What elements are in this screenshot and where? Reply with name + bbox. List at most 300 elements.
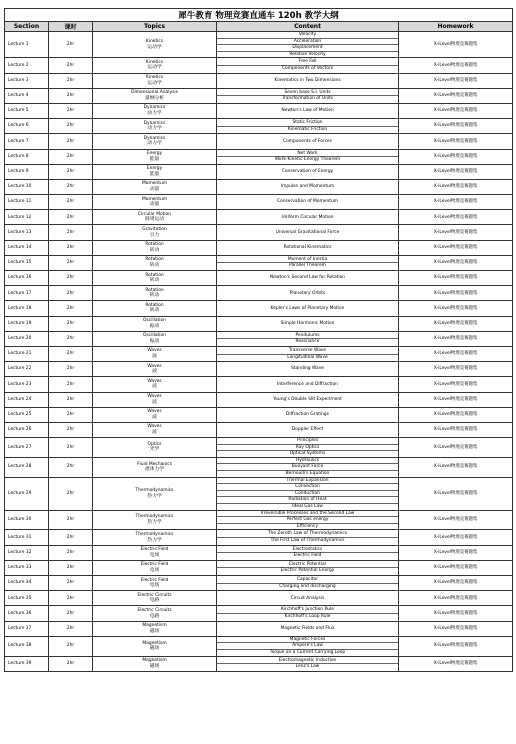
homework-cell: X-iLevel物理竞赛题集 [399, 331, 513, 346]
content-item: Parallel Theorem [217, 262, 398, 269]
section-cell: Lecture 15 [5, 255, 49, 270]
hours-cell: 2hr [49, 510, 93, 530]
topic-chinese: 热力学 [147, 537, 162, 543]
hours-cell: 2hr [49, 301, 93, 316]
hours-cell: 2hr [49, 240, 93, 255]
section-cell: Lecture 16 [5, 271, 49, 286]
content-item: Components of Vectors [217, 65, 398, 72]
topic-chinese: 波 [152, 414, 157, 420]
homework-cell: X-iLevel物理竞赛题集 [399, 134, 513, 149]
content-item: Convection [217, 483, 398, 490]
table-row [5, 331, 513, 346]
topic-cell [93, 656, 217, 671]
content-item: Efficiency [217, 523, 398, 530]
homework-cell: X-iLevel物理竞赛题集 [399, 240, 513, 255]
section-cell: Lecture 18 [5, 301, 49, 316]
topic-chinese: 波 [152, 369, 157, 375]
topic-cell [93, 606, 217, 621]
topic-english: Waves [147, 409, 162, 415]
hours-cell: 2hr [49, 210, 93, 225]
topic-cell [93, 621, 217, 636]
topic-english: Waves [147, 424, 162, 430]
content-item: Magnetic Fields and Flux [280, 625, 335, 631]
hours-cell: 2hr [49, 636, 93, 656]
section-cell: Lecture 24 [5, 392, 49, 407]
topic-cell [93, 545, 217, 560]
topic-chinese: 波 [152, 384, 157, 390]
table-row [5, 346, 513, 361]
content-item: Ray Optics [217, 444, 398, 451]
topic-cell [93, 195, 217, 210]
content-cell [217, 477, 399, 510]
topic-chinese: 电场 [149, 567, 160, 573]
content-cell [217, 164, 399, 179]
content-item: Resonance [217, 338, 398, 345]
content-cell [217, 225, 399, 240]
section-cell: Lecture 3 [5, 73, 49, 88]
hours-cell: 2hr [49, 195, 93, 210]
topic-chinese: 波 [152, 354, 157, 360]
hours-cell: 2hr [49, 331, 93, 346]
column-header-section: Section [5, 22, 49, 32]
topic-cell [93, 119, 217, 134]
section-cell: Lecture 14 [5, 240, 49, 255]
content-item: Kinematics in Two Dimensions [274, 77, 341, 83]
hours-cell: 2hr [49, 392, 93, 407]
topic-chinese: 振动 [149, 323, 160, 329]
section-cell: Lecture 5 [5, 103, 49, 118]
topic-english: Waves [147, 394, 162, 400]
content-cell [217, 576, 399, 591]
content-item: Irreversible Processes and the Second Law [260, 510, 355, 516]
homework-cell: X-iLevel物理竞赛题集 [399, 88, 513, 103]
topic-chinese: 光学 [149, 447, 160, 453]
hours-cell: 2hr [49, 316, 93, 331]
topic-chinese: 能量 [149, 171, 160, 177]
topic-english: Kinetics [145, 39, 164, 45]
topic-chinese: 波 [152, 429, 157, 435]
hours-cell: 2hr [49, 591, 93, 606]
topic-cell [93, 510, 217, 530]
content-item: Bernoulli's Equation [217, 470, 398, 477]
content-item: Kepler's Laws of Planetary Motion [270, 305, 345, 311]
topic-english: Waves [147, 363, 162, 369]
table-row [5, 119, 513, 134]
hours-cell: 2hr [49, 286, 93, 301]
content-item: Magnetic Forces [289, 636, 326, 642]
content-item: Displacement [217, 44, 398, 51]
topic-cell [93, 591, 217, 606]
section-cell: Lecture 9 [5, 164, 49, 179]
content-item: Net Work [297, 150, 318, 156]
content-item: Doppler Effect [291, 427, 324, 433]
table-row [5, 545, 513, 560]
content-cell [217, 255, 399, 270]
table-row [5, 73, 513, 88]
table-row [5, 377, 513, 392]
topic-chinese: 磁场 [149, 663, 160, 669]
column-header-content: Content [217, 22, 399, 32]
topic-english: Circular Motion [137, 211, 172, 217]
topic-chinese: 动力学 [147, 126, 162, 132]
topic-english: Oscillation [143, 333, 166, 339]
section-cell: Lecture 7 [5, 134, 49, 149]
content-cell [217, 240, 399, 255]
topic-chinese: 转动 [149, 293, 160, 299]
topic-english: Dynamics [143, 120, 166, 126]
table-row [5, 438, 513, 458]
table-row [5, 407, 513, 422]
homework-cell: X-iLevel物理竞赛题集 [399, 362, 513, 377]
content-item: Torque on a Current Carrying Loop [217, 649, 398, 656]
section-cell: Lecture 33 [5, 560, 49, 575]
topic-cell [93, 134, 217, 149]
topic-cell [93, 73, 217, 88]
topic-chinese: 电路 [149, 598, 160, 604]
topic-english: Dimensional Analysis [131, 90, 178, 96]
table-row [5, 477, 513, 510]
topic-cell [93, 377, 217, 392]
section-cell: Lecture 13 [5, 225, 49, 240]
topic-english: Magnetism [142, 640, 167, 646]
section-cell: Lecture 37 [5, 621, 49, 636]
topic-chinese: 电场 [149, 552, 160, 558]
homework-cell: X-iLevel物理竞赛题集 [399, 346, 513, 361]
content-item: Kirchhoff's Junction Rule [280, 607, 335, 613]
content-cell [217, 560, 399, 575]
content-item: Rotational Kinematics [283, 244, 332, 250]
topic-english: Momentum [141, 196, 168, 202]
table-row [5, 560, 513, 575]
homework-cell: X-iLevel物理竞赛题集 [399, 377, 513, 392]
topic-chinese: 动力学 [147, 111, 162, 117]
hours-cell: 2hr [49, 119, 93, 134]
content-item: Pendulums [295, 332, 320, 338]
table-row [5, 149, 513, 164]
content-cell [217, 286, 399, 301]
topic-english: Dynamics [143, 105, 166, 111]
content-item: Electric Potential Energy [217, 567, 398, 574]
content-item: Relative Velocity [217, 51, 398, 58]
homework-cell: X-iLevel物理竞赛题集 [399, 407, 513, 422]
topic-cell [93, 576, 217, 591]
table-row [5, 362, 513, 377]
hours-cell: 2hr [49, 271, 93, 286]
homework-cell: X-iLevel物理竞赛题集 [399, 457, 513, 477]
section-cell: Lecture 1 [5, 32, 49, 58]
content-item: Radiation of Heat [217, 496, 398, 503]
homework-cell: X-iLevel物理竞赛题集 [399, 103, 513, 118]
topic-english: Thermodynamics [135, 514, 174, 520]
content-cell [217, 422, 399, 437]
homework-cell: X-iLevel物理竞赛题集 [399, 636, 513, 656]
content-item: Electric Potential [289, 561, 326, 567]
content-cell [217, 407, 399, 422]
content-item: Buoyant Force [217, 463, 398, 470]
table-row [5, 422, 513, 437]
topic-chinese: 引力 [149, 232, 160, 238]
topic-english: Rotation [145, 242, 164, 248]
homework-cell: X-iLevel物理竞赛题集 [399, 286, 513, 301]
hours-cell: 2hr [49, 73, 93, 88]
topic-chinese: 磁场 [149, 646, 160, 652]
topic-chinese: 电场 [149, 583, 160, 589]
topic-english: Kinetics [145, 59, 164, 65]
homework-cell: X-iLevel物理竞赛题集 [399, 164, 513, 179]
content-item: Conduction [217, 490, 398, 497]
topic-chinese: 热力学 [147, 493, 162, 499]
section-cell: Lecture 34 [5, 576, 49, 591]
topic-english: Magnetism [142, 623, 167, 629]
topic-cell [93, 438, 217, 458]
hours-cell: 2hr [49, 422, 93, 437]
homework-cell: X-iLevel物理竞赛题集 [399, 621, 513, 636]
content-item: Seven base S.I. Units [284, 89, 331, 95]
topic-english: Waves [147, 348, 162, 354]
content-item: Conservation of Momentum [276, 199, 339, 205]
topic-cell [93, 636, 217, 656]
homework-cell: X-iLevel物理竞赛题集 [399, 438, 513, 458]
topic-chinese: 转动 [149, 278, 160, 284]
content-cell [217, 591, 399, 606]
content-item: The Zeroth Law of Thermodynamics [267, 531, 348, 537]
homework-cell: X-iLevel物理竞赛题集 [399, 591, 513, 606]
syllabus-body [5, 32, 513, 672]
topic-cell [93, 530, 217, 545]
table-row [5, 88, 513, 103]
homework-cell: X-iLevel物理竞赛题集 [399, 73, 513, 88]
content-cell [217, 545, 399, 560]
content-item: Circuit Analysis [290, 595, 325, 601]
column-header-hours: 课时 [49, 22, 93, 32]
table-row [5, 225, 513, 240]
homework-cell: X-iLevel物理竞赛题集 [399, 179, 513, 194]
topic-cell [93, 210, 217, 225]
topic-cell [93, 560, 217, 575]
table-row [5, 179, 513, 194]
content-item: Standing Wave [290, 366, 324, 372]
homework-cell: X-iLevel物理竞赛题集 [399, 255, 513, 270]
content-item: Static Friction [292, 120, 323, 126]
homework-cell: X-iLevel物理竞赛题集 [399, 656, 513, 671]
topic-english: Dynamics [143, 135, 166, 141]
hours-cell: 2hr [49, 32, 93, 58]
topic-chinese: 动量 [149, 186, 160, 192]
topic-english: Electric Field [140, 577, 169, 583]
topic-cell [93, 362, 217, 377]
content-item: Transverse Wave [288, 347, 327, 353]
content-cell [217, 392, 399, 407]
table-row [5, 103, 513, 118]
hours-cell: 2hr [49, 225, 93, 240]
content-item: Universal Gravitational Force [275, 229, 340, 235]
content-cell [217, 331, 399, 346]
table-row [5, 210, 513, 225]
table-row [5, 240, 513, 255]
table-row [5, 621, 513, 636]
content-cell [217, 377, 399, 392]
content-cell [217, 119, 399, 134]
homework-cell: X-iLevel物理竞赛题集 [399, 477, 513, 510]
content-item: Ampere's Law [217, 642, 398, 649]
topic-chinese: 量纲分析 [144, 95, 165, 101]
topic-english: Electric Circuits [137, 607, 172, 613]
topic-chinese: 运动学 [147, 44, 162, 50]
content-item: Conservation of Energy [281, 169, 334, 174]
topic-cell [93, 240, 217, 255]
table-row [5, 316, 513, 331]
hours-cell: 2hr [49, 164, 93, 179]
topic-english: Energy [146, 166, 163, 172]
content-cell [217, 103, 399, 118]
hours-cell: 2hr [49, 530, 93, 545]
topic-chinese: 运动学 [147, 80, 162, 86]
table-row [5, 255, 513, 270]
table-row [5, 530, 513, 545]
column-header-topics: Topics [93, 22, 217, 32]
topic-english: Optics [147, 441, 162, 447]
content-cell [217, 73, 399, 88]
table-row [5, 606, 513, 621]
topic-chinese: 动量 [149, 202, 160, 208]
topic-chinese: 转动 [149, 247, 160, 253]
homework-cell: X-iLevel物理竞赛题集 [399, 392, 513, 407]
table-row [5, 164, 513, 179]
topic-cell [93, 103, 217, 118]
section-cell: Lecture 36 [5, 606, 49, 621]
section-cell: Lecture 30 [5, 510, 49, 530]
homework-cell: X-iLevel物理竞赛题集 [399, 149, 513, 164]
content-item: Charging and discharging [217, 583, 398, 590]
hours-cell: 2hr [49, 457, 93, 477]
hours-cell: 2hr [49, 621, 93, 636]
content-item: Work-Kinetic Energy Theorem [217, 156, 398, 163]
table-row [5, 32, 513, 58]
topic-english: Rotation [145, 257, 164, 263]
content-item: Perfect Gas energy [217, 516, 398, 523]
section-cell: Lecture 11 [5, 195, 49, 210]
hours-cell: 2hr [49, 255, 93, 270]
topic-chinese: 转动 [149, 262, 160, 268]
topic-cell [93, 88, 217, 103]
topic-cell [93, 407, 217, 422]
topic-chinese: 振动 [149, 338, 160, 344]
topic-cell [93, 301, 217, 316]
topic-cell [93, 179, 217, 194]
content-cell [217, 88, 399, 103]
table-row [5, 392, 513, 407]
content-item: Newton's Law of Motion [281, 108, 334, 114]
content-item: Electric Field [217, 552, 398, 559]
topic-english: Gravitation [142, 226, 167, 232]
section-cell: Lecture 39 [5, 656, 49, 671]
topic-cell [93, 286, 217, 301]
topic-cell [93, 331, 217, 346]
topic-cell [93, 271, 217, 286]
topic-english: Electric Circuits [137, 592, 172, 598]
topic-english: Thermodynamics [135, 531, 174, 537]
content-cell [217, 210, 399, 225]
hours-cell: 2hr [49, 606, 93, 621]
topic-cell [93, 316, 217, 331]
section-cell: Lecture 4 [5, 88, 49, 103]
topic-chinese: 运动学 [147, 65, 162, 71]
homework-cell: X-iLevel物理竞赛题集 [399, 301, 513, 316]
topic-chinese: 波 [152, 399, 157, 405]
content-cell [217, 149, 399, 164]
section-cell: Lecture 22 [5, 362, 49, 377]
hours-cell: 2hr [49, 179, 93, 194]
content-item: Longitudinal Wave [217, 354, 398, 361]
topic-chinese: 热力学 [147, 520, 162, 526]
homework-cell: X-iLevel物理竞赛题集 [399, 545, 513, 560]
content-item: Kinematic Friction [217, 126, 398, 133]
content-item: Ideal Gas Law [217, 503, 398, 510]
section-cell: Lecture 26 [5, 422, 49, 437]
homework-cell: X-iLevel物理竞赛题集 [399, 271, 513, 286]
section-cell: Lecture 25 [5, 407, 49, 422]
section-cell: Lecture 2 [5, 58, 49, 73]
content-cell [217, 530, 399, 545]
content-cell [217, 362, 399, 377]
section-cell: Lecture 35 [5, 591, 49, 606]
hours-cell: 2hr [49, 477, 93, 510]
table-row [5, 58, 513, 73]
content-cell [217, 316, 399, 331]
section-cell: Lecture 17 [5, 286, 49, 301]
content-item: Simple Harmonic Motion [280, 320, 335, 326]
section-cell: Lecture 8 [5, 149, 49, 164]
content-cell [217, 179, 399, 194]
topic-cell [93, 32, 217, 58]
content-cell [217, 510, 399, 530]
topic-english: Rotation [145, 302, 164, 308]
content-cell [217, 621, 399, 636]
content-item: Newton's Second Law for Rotation [269, 275, 346, 281]
table-row [5, 656, 513, 671]
content-cell [217, 457, 399, 477]
topic-english: Energy [146, 151, 163, 157]
table-row [5, 510, 513, 530]
content-item: Electrostatics [292, 546, 323, 552]
content-cell [217, 656, 399, 671]
topic-chinese: 动力学 [147, 141, 162, 147]
topic-cell [93, 149, 217, 164]
homework-cell: X-iLevel物理竞赛题集 [399, 225, 513, 240]
content-item: Lenz's Law [217, 663, 398, 670]
content-item: Capacitor [296, 577, 319, 583]
content-item: Optical Systems [217, 450, 398, 457]
content-item: Electromagnetic Induction [278, 657, 337, 663]
topic-cell [93, 392, 217, 407]
section-cell: Lecture 32 [5, 545, 49, 560]
hours-cell: 2hr [49, 362, 93, 377]
content-cell [217, 58, 399, 73]
content-cell [217, 636, 399, 656]
column-header-homework: Homework [399, 22, 513, 32]
topic-chinese: 流体力学 [144, 467, 165, 473]
content-item: Velocity [298, 32, 317, 37]
homework-cell: X-iLevel物理竞赛题集 [399, 422, 513, 437]
content-item: Interference and Diffraction [277, 381, 338, 387]
content-item: Principles [296, 438, 318, 444]
section-cell: Lecture 12 [5, 210, 49, 225]
section-cell: Lecture 6 [5, 119, 49, 134]
topic-cell [93, 58, 217, 73]
content-item: Hydraulics [295, 457, 320, 463]
table-row [5, 286, 513, 301]
homework-cell: X-iLevel物理竞赛题集 [399, 316, 513, 331]
